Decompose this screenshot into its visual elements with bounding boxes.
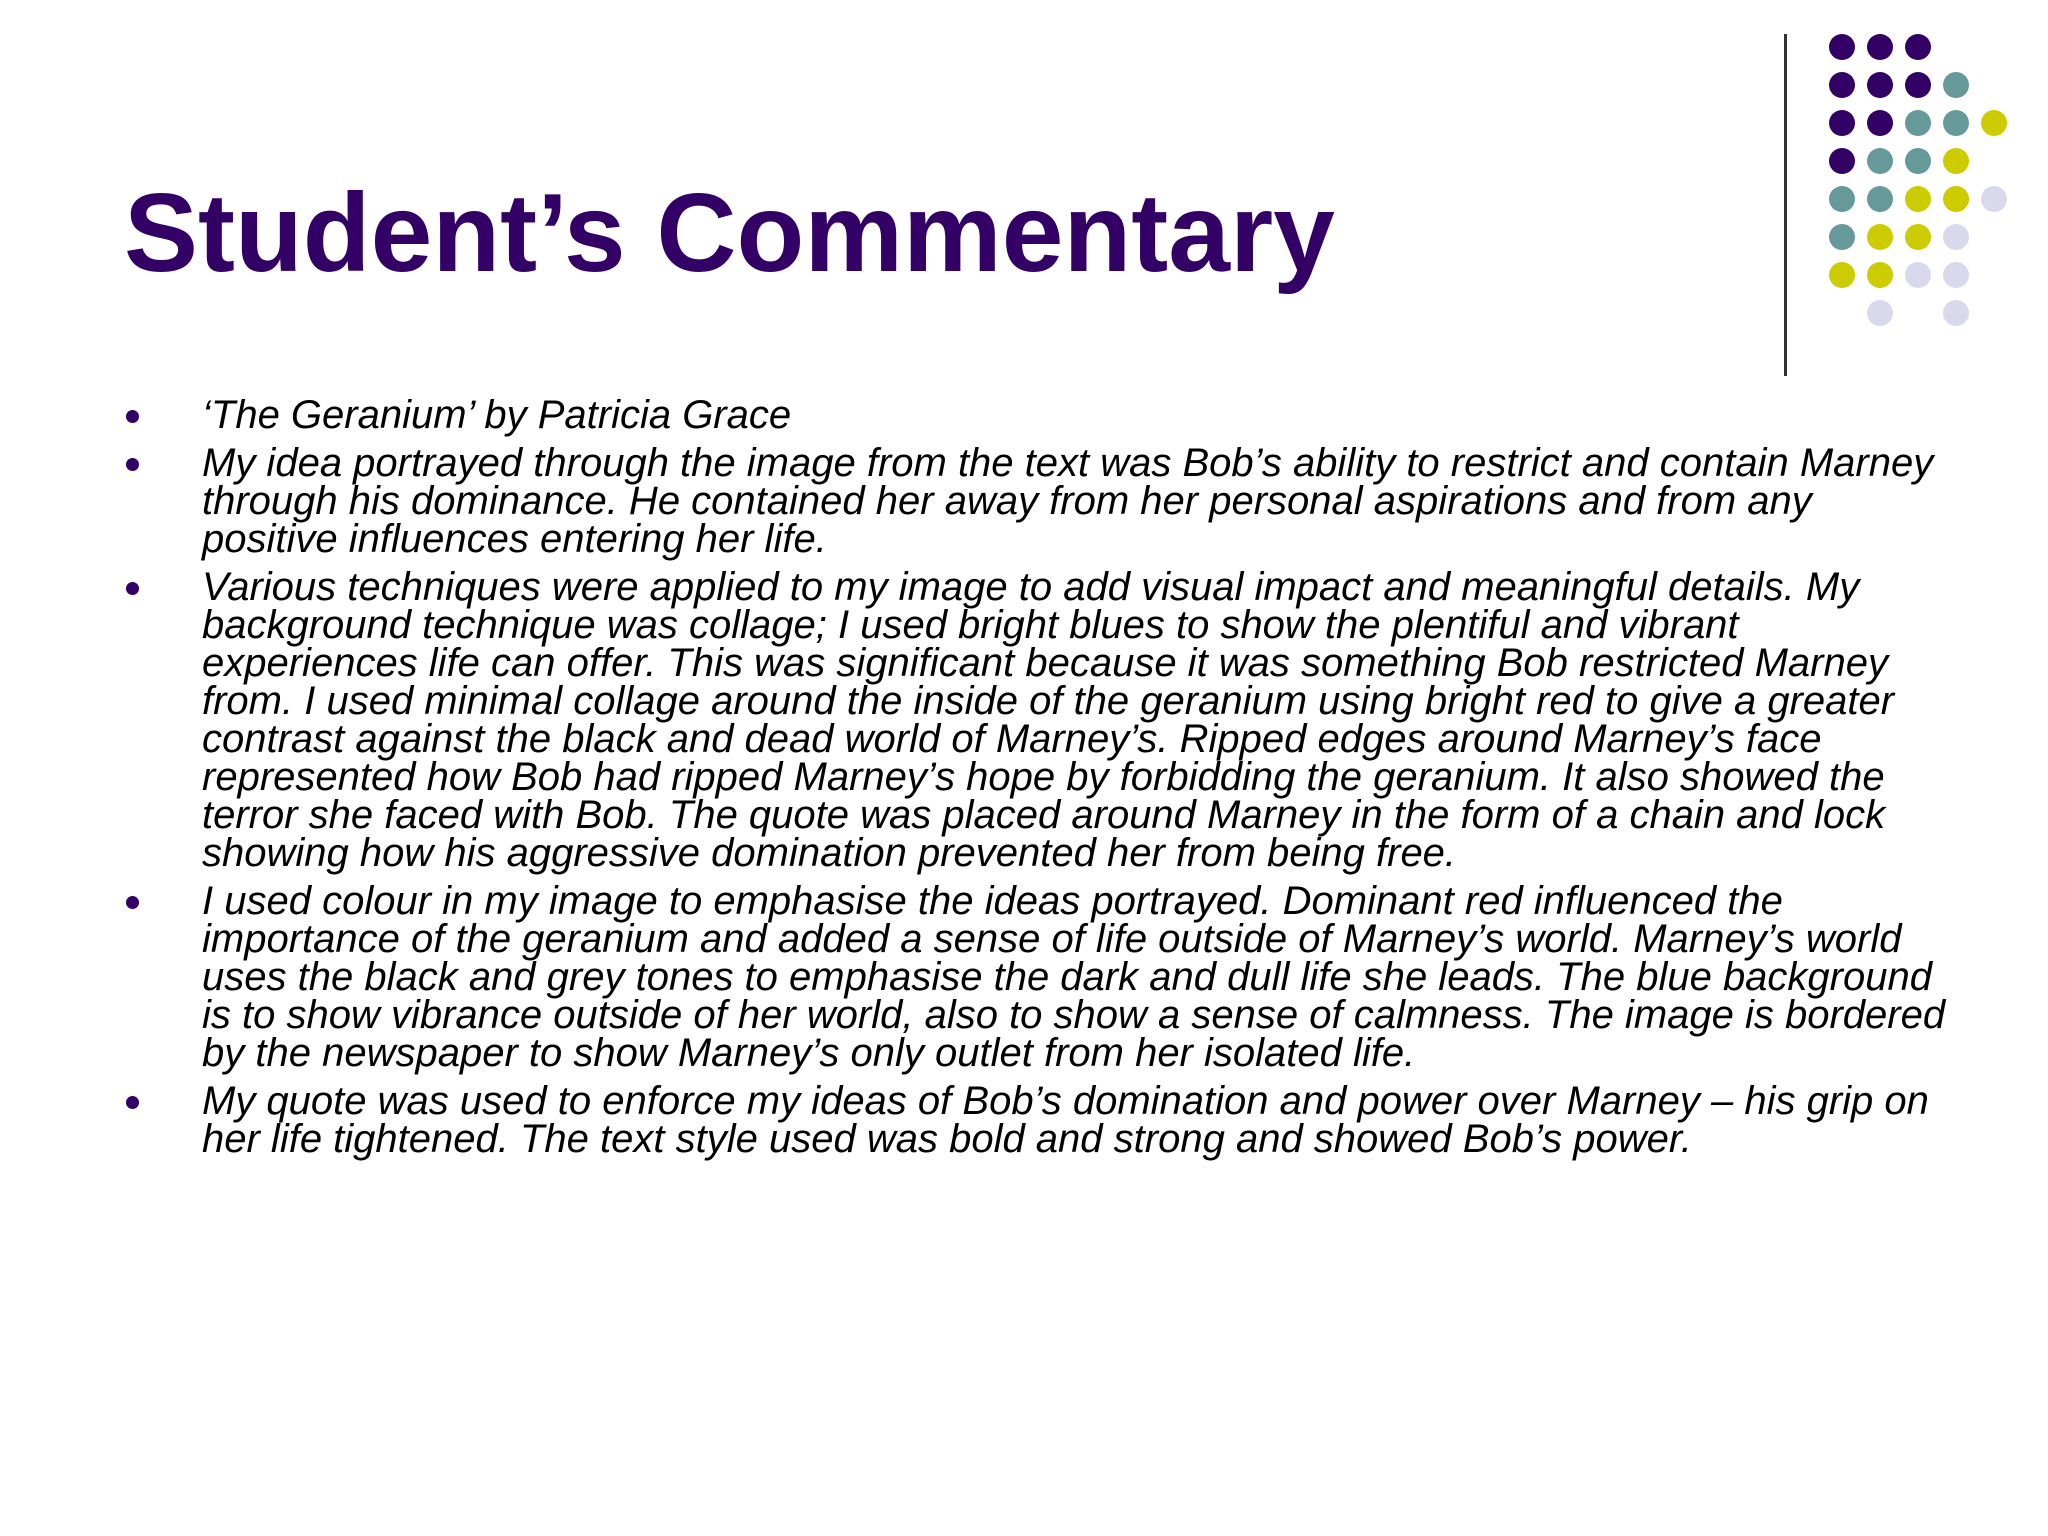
decoration-dot xyxy=(1905,72,1931,98)
bullet-text: I used colour in my image to emphasise the ideas portrayed. Dominant red influenced the importance of the geranium and added a sense of life outside of Marney’s world. Marney’s world uses the black and grey tones to emphasise the dark and dull life she leads. The blue background is to show vibrance outside of her world, also to show a sense of calmness. The image is bordered by the newspaper to show Marney’s only outlet from her isolated life. xyxy=(202,879,1946,1075)
decoration-dot xyxy=(1829,148,1855,174)
bullet-dot-icon xyxy=(126,582,139,595)
decoration-dot xyxy=(1867,262,1893,288)
decoration-dot xyxy=(1943,186,1969,212)
bullet-text: ‘The Geranium’ by Patricia Grace xyxy=(202,393,792,437)
bullet-item xyxy=(120,565,1950,875)
decoration-dot xyxy=(1981,110,2007,136)
bullet-text: My quote was used to enforce my ideas of Bob’s domination and power over Marney – his grip on her life tightened. The text style used was bold and strong and showed Bob’s power. xyxy=(202,1079,1929,1161)
decoration-dot xyxy=(1905,110,1931,136)
decoration-dot xyxy=(1867,186,1893,212)
decoration-dot xyxy=(1943,110,1969,136)
decoration-dot xyxy=(1829,34,1855,60)
bullet-dot-icon xyxy=(126,1096,139,1109)
decoration-dot xyxy=(1905,186,1931,212)
decoration-dot xyxy=(1943,72,1969,98)
decoration-dot xyxy=(1829,186,1855,212)
decoration-dot xyxy=(1867,148,1893,174)
decoration-dot xyxy=(1867,110,1893,136)
bullet-item xyxy=(120,879,1950,1075)
decoration-dot xyxy=(1867,34,1893,60)
bullet-dot-icon xyxy=(126,896,139,909)
bullet-list xyxy=(120,393,1950,1168)
decoration-dot xyxy=(1943,300,1969,326)
decoration-dot xyxy=(1829,224,1855,250)
decoration-dot xyxy=(1905,224,1931,250)
decoration-dot xyxy=(1867,300,1893,326)
bullet-item xyxy=(120,441,1950,561)
decoration-dot xyxy=(1943,148,1969,174)
bullet-dot-icon xyxy=(126,458,139,471)
bullet-text: Various techniques were applied to my image to add visual impact and meaningful details. My background technique was collage; I used bright blues to show the plentiful and vibrant experiences life can offer. This was significant because it was something Bob restricted Marney from. I used minimal collage around the inside of the geranium using bright red to give a greater contrast against the black and dead world of Marney’s. Ripped edges around Marney’s face represented how Bob had ripped Marney’s hope by forbidding the geranium. It also showed the terror she faced with Bob. The quote was placed around Marney in the form of a chain and lock showing how his aggressive domination prevented her from being free. xyxy=(202,565,1895,875)
slide-title: Student’s Commentary xyxy=(124,171,1335,295)
bullet-dot-icon xyxy=(126,410,139,423)
decoration-dot xyxy=(1905,148,1931,174)
decoration-dot xyxy=(1867,224,1893,250)
bullet-item xyxy=(120,1079,1950,1161)
decoration-dot xyxy=(1905,34,1931,60)
decoration-dot xyxy=(1867,72,1893,98)
decoration-dot xyxy=(1829,262,1855,288)
vertical-divider xyxy=(1784,34,1787,376)
decoration-dot xyxy=(1905,262,1931,288)
decoration-dot xyxy=(1829,110,1855,136)
bullet-item xyxy=(120,393,1950,437)
decoration-dot xyxy=(1829,72,1855,98)
decoration-dot xyxy=(1981,186,2007,212)
decoration-dot xyxy=(1943,224,1969,250)
bullet-text: My idea portrayed through the image from the text was Bob’s ability to restrict and contain Marney through his dominance. He contained her away from her personal aspirations and from any positive influences entering her life. xyxy=(202,441,1934,561)
decoration-dot xyxy=(1943,262,1969,288)
